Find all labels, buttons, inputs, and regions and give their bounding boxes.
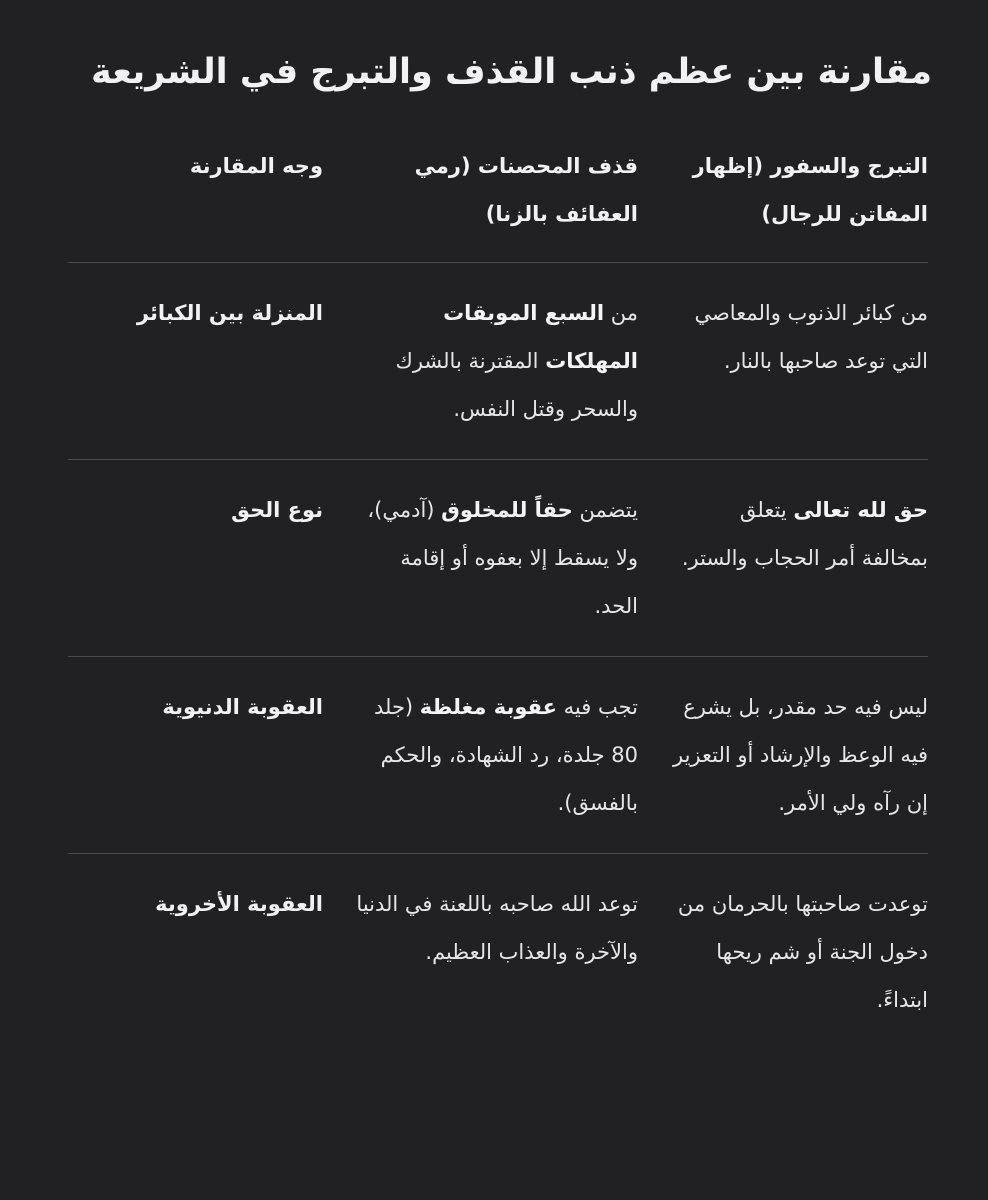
cell-tabarruj (638, 263, 928, 460)
cell-qadhf (323, 460, 638, 657)
cell-aspect: المنزلة بين الكبائر (68, 263, 323, 460)
cell-qadhf (323, 263, 638, 460)
table-header-row (68, 142, 928, 263)
cell-pre: يتضمن (572, 498, 638, 522)
cell-bold: حقاً للمخلوق (441, 498, 573, 522)
cell-aspect: نوع الحق (68, 460, 323, 657)
cell-post: (جلد 80 جلدة، رد الشهادة، والحكم بالفسق). (373, 695, 638, 815)
cell-qadhf (323, 657, 638, 854)
cell-tabarruj (638, 460, 928, 657)
cell-bold: عقوبة مغلظة (419, 695, 557, 719)
cell-text: من كبائر الذنوب والمعاصي التي توعد صاحبها بالنار. (694, 301, 928, 373)
cell-aspect: العقوبة الأخروية (68, 854, 323, 1051)
comparison-table (68, 142, 928, 1050)
header-qadhf: قذف المحصنات (رمي العفائف بالزنا) (414, 154, 638, 226)
cell-pre: من (604, 301, 638, 325)
cell-post: (آدمي)، ولا يسقط إلا بعفوه أو إقامة الحد. (367, 498, 638, 618)
cell-tabarruj (638, 657, 928, 854)
cell-pre: تجب فيه (556, 695, 638, 719)
header-aspect: وجه المقارنة (189, 154, 323, 178)
table-row (68, 854, 928, 1051)
header-tabarruj: التبرج والسفور (إظهار المفاتن للرجال) (692, 154, 928, 226)
cell-text: ليس فيه حد مقدر، بل يشرع فيه الوعظ والإرشاد أو التعزير إن رآه ولي الأمر. (672, 695, 928, 815)
cell-bold: السبع الموبقات المهلكات (443, 301, 638, 373)
cell-aspect: العقوبة الدنيوية (68, 657, 323, 854)
table-row (68, 263, 928, 460)
cell-post: المقترنة بالشرك والسحر وقتل النفس. (395, 349, 638, 421)
cell-text: توعدت صاحبتها بالحرمان من دخول الجنة أو شم ريحها ابتداءً. (677, 892, 928, 1012)
page-title: مقارنة بين عظم ذنب القذف والتبرج في الشريعة (91, 52, 932, 92)
table-row (68, 657, 928, 854)
cell-qadhf (323, 854, 638, 1051)
cell-text: يتعلق بمخالفة أمر الحجاب والستر. (681, 498, 928, 570)
table-row (68, 460, 928, 657)
cell-bold: حق لله تعالى (793, 498, 928, 522)
cell-tabarruj (638, 854, 928, 1051)
cell-post: توعد الله صاحبه باللعنة في الدنيا والآخرة والعذاب العظيم. (356, 892, 638, 964)
